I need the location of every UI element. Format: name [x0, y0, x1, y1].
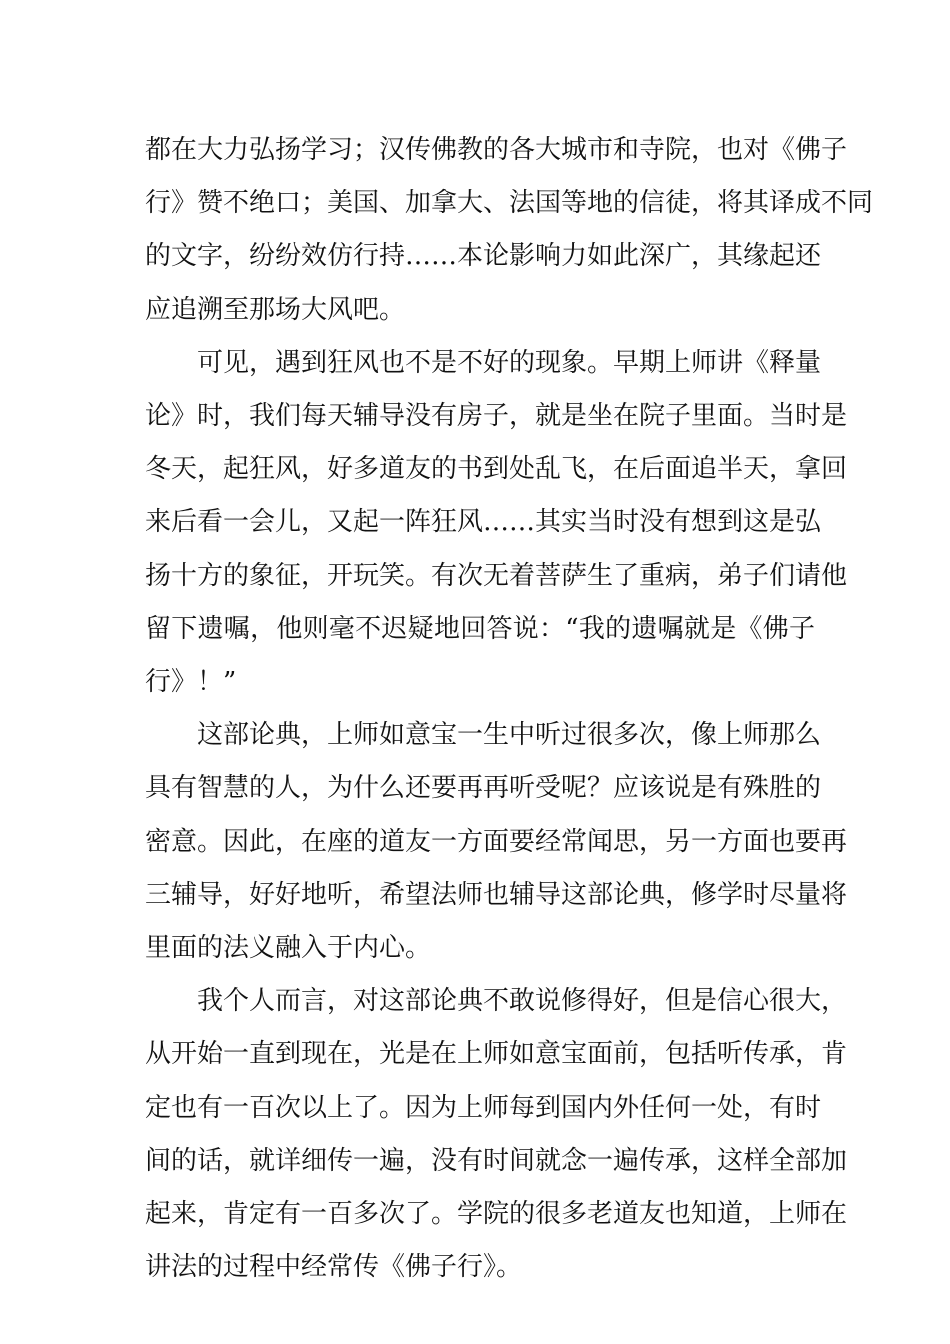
text-line: 密意。因此，在座的道友一方面要经常闻思，另一方面也要再: [145, 826, 848, 857]
text-line: 行》！”: [145, 667, 237, 698]
paragraph-4: [145, 975, 848, 1294]
text-line: 这部论典，上师如意宝一生中听过很多次，像上师那么: [197, 720, 822, 751]
text-line: 间的话，就详细传一遍，没有时间就念一遍传承，这样全部加: [145, 1145, 848, 1176]
text-line: 从开始一直到现在，光是在上师如意宝面前，包括听传承，肯: [145, 1039, 848, 1070]
text-line: 我个人而言，对这部论典不敢说修得好，但是信心很大，: [197, 986, 848, 1017]
text-line: 的文字，纷纷效仿行持……本论影响力如此深广，其缘起还: [145, 241, 822, 272]
body-text: [145, 124, 874, 1294]
text-line: 冬天，起狂风，好多道友的书到处乱飞，在后面追半天，拿回: [145, 454, 848, 485]
paragraph-2: [145, 337, 848, 709]
text-line: 留下遗嘱，他则毫不迟疑地回答说：“我的遗嘱就是《佛子: [145, 613, 815, 644]
text-line: 扬十方的象征，开玩笑。有次无着菩萨生了重病，弟子们请他: [145, 560, 848, 591]
paragraph-1: [145, 124, 874, 337]
text-line: 里面的法义融入于内心。: [145, 933, 432, 964]
text-line: 定也有一百次以上了。因为上师每到国内外任何一处，有时: [145, 1092, 822, 1123]
text-line: 三辅导，好好地听，希望法师也辅导这部论典，修学时尽量将: [145, 879, 848, 910]
text-line: 应追溯至那场大风吧。: [145, 294, 406, 325]
text-line: 具有智慧的人，为什么还要再再听受呢？应该说是有殊胜的: [145, 773, 822, 804]
text-line: 行》赞不绝口；美国、加拿大、法国等地的信徒，将其译成不同: [145, 188, 874, 219]
text-line: 论》时，我们每天辅导没有房子，就是坐在院子里面。当时是: [145, 401, 848, 432]
text-line: 可见，遇到狂风也不是不好的现象。早期上师讲《释量: [197, 347, 822, 378]
text-line: 都在大力弘扬学习；汉传佛教的各大城市和寺院，也对《佛子: [145, 135, 848, 165]
text-line: 讲法的过程中经常传《佛子行》。: [145, 1252, 523, 1283]
paragraph-3: [145, 709, 848, 975]
text-line: 来后看一会儿，又起一阵狂风……其实当时没有想到这是弘: [145, 507, 822, 538]
text-line: 起来，肯定有一百多次了。学院的很多老道友也知道，上师在: [145, 1199, 848, 1230]
